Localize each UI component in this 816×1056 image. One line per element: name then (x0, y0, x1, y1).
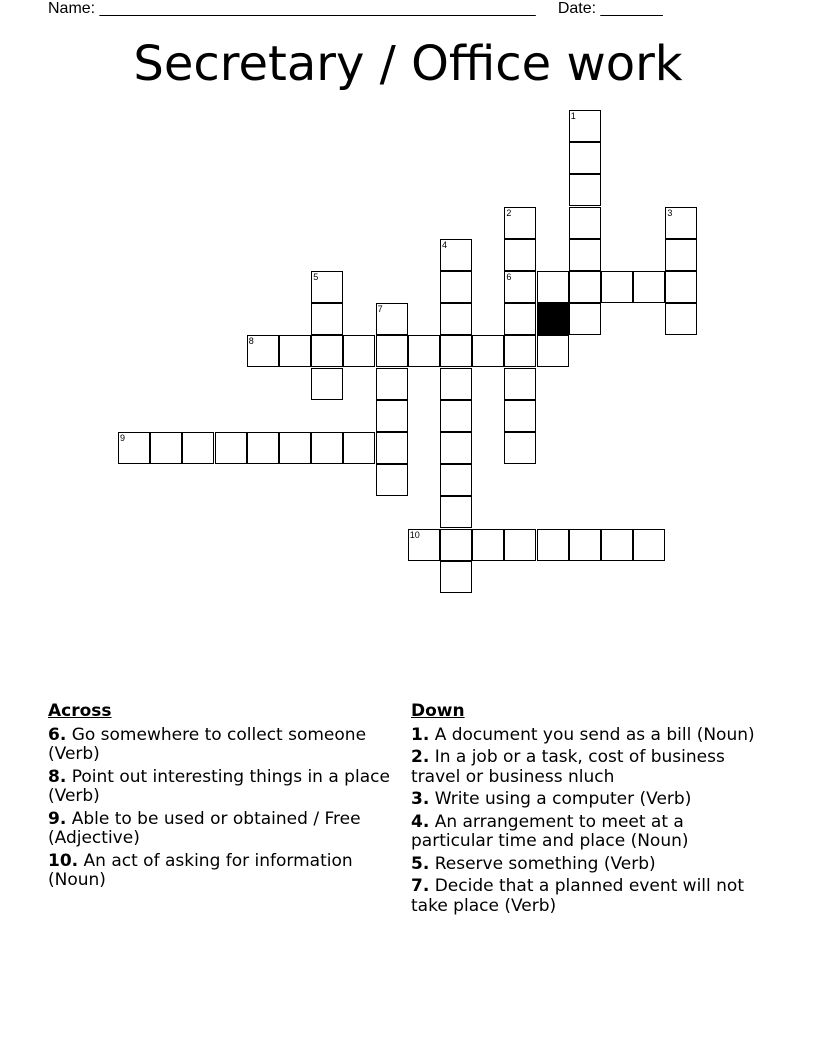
across-clue (48, 726, 393, 765)
grid-cell[interactable] (440, 271, 472, 303)
clue-text: Decide that a planned event will not take place (Verb) (411, 876, 744, 916)
down-heading: Down (411, 701, 465, 721)
grid-cell[interactable] (440, 529, 472, 561)
grid-cell[interactable] (504, 432, 536, 464)
clue-text: Able to be used or obtained / Free (Adjective) (48, 808, 361, 848)
clue-text: A document you send as a bill (Noun) (429, 724, 755, 745)
cell-number: 6 (506, 272, 512, 282)
grid-block-cell (537, 303, 569, 335)
grid-cell[interactable] (504, 368, 536, 400)
clue-number: 8. (48, 766, 67, 787)
down-clue (411, 790, 756, 810)
grid-cell[interactable] (376, 368, 408, 400)
grid-cell[interactable] (311, 432, 343, 464)
clue-number: 1. (411, 724, 430, 745)
grid-cell-numbered[interactable] (569, 110, 601, 142)
across-clue (48, 768, 393, 807)
down-clue (411, 877, 756, 916)
cell-number: 1 (570, 111, 576, 121)
grid-cell[interactable] (472, 335, 504, 367)
across-clue (48, 810, 393, 849)
cell-number: 9 (120, 433, 126, 443)
grid-cell[interactable] (537, 271, 569, 303)
grid-cell[interactable] (537, 529, 569, 561)
grid-cell[interactable] (440, 368, 472, 400)
cell-number: 7 (377, 304, 383, 315)
grid-cell[interactable] (601, 271, 633, 303)
grid-cell-numbered[interactable] (440, 239, 472, 271)
grid-cell[interactable] (408, 335, 440, 367)
grid-cell[interactable] (569, 142, 601, 174)
grid-cell[interactable] (537, 335, 569, 367)
grid-cell[interactable] (215, 432, 247, 464)
clue-text: An arrangement to meet at a particular time and place (Noun) (411, 811, 689, 851)
down-clue (411, 855, 756, 875)
cell-number: 5 (313, 272, 319, 282)
clue-number: 7. (411, 876, 430, 896)
grid-cell[interactable] (279, 432, 311, 464)
cell-number: 3 (667, 207, 673, 218)
across-clue (48, 852, 393, 891)
grid-cell-numbered[interactable] (376, 303, 408, 335)
down-clue (411, 748, 756, 787)
down-clues (411, 702, 756, 919)
clue-number: 6. (48, 724, 67, 745)
grid-cell[interactable] (440, 432, 472, 464)
clue-text: Go somewhere to collect someone (Verb) (48, 724, 367, 764)
clue-number: 4. (411, 811, 430, 832)
grid-cell-numbered[interactable] (665, 207, 697, 239)
grid-cell[interactable] (569, 271, 601, 303)
grid-cell[interactable] (440, 400, 472, 432)
clue-number: 3. (411, 789, 430, 809)
grid-cell-numbered[interactable] (311, 271, 343, 303)
grid-cell-numbered[interactable] (504, 207, 536, 239)
grid-cell[interactable] (569, 529, 601, 561)
cell-number: 10 (409, 529, 420, 540)
grid-cell[interactable] (665, 303, 697, 335)
across-heading: Across (48, 701, 112, 721)
grid-cell[interactable] (343, 432, 375, 464)
grid-cell-numbered[interactable] (408, 529, 440, 561)
clue-text: An act of asking for information (Noun) (48, 850, 353, 890)
grid-cell[interactable] (633, 271, 665, 303)
grid-cell[interactable] (279, 335, 311, 367)
grid-cell[interactable] (633, 529, 665, 561)
across-clues (48, 702, 393, 894)
grid-cell[interactable] (504, 303, 536, 335)
grid-cell[interactable] (182, 432, 214, 464)
cell-number: 8 (248, 336, 254, 347)
grid-cell[interactable] (440, 561, 472, 593)
grid-cell[interactable] (440, 496, 472, 528)
clue-number: 9. (48, 808, 67, 829)
grid-cell-numbered[interactable] (118, 432, 150, 464)
clue-number: 10. (48, 850, 79, 871)
cell-number: 4 (442, 239, 448, 250)
grid-cell[interactable] (569, 239, 601, 271)
cell-number: 2 (506, 207, 512, 218)
grid-cell[interactable] (150, 432, 182, 464)
grid-cell[interactable] (504, 400, 536, 432)
name-date-line: Name: _________________________________________________ Date: _______ (48, 0, 663, 17)
grid-cell[interactable] (569, 207, 601, 239)
grid-cell[interactable] (311, 303, 343, 335)
down-clue (411, 813, 756, 852)
grid-cell[interactable] (440, 464, 472, 496)
grid-cell-numbered[interactable] (247, 335, 279, 367)
grid-cell[interactable] (569, 174, 601, 206)
grid-cell[interactable] (376, 335, 408, 367)
grid-cell[interactable] (569, 303, 601, 335)
page-title: Secretary / Office work (133, 36, 683, 92)
clue-number: 5. (411, 853, 430, 874)
grid-cell[interactable] (504, 529, 536, 561)
grid-cell-numbered[interactable] (504, 271, 536, 303)
grid-cell[interactable] (440, 303, 472, 335)
grid-cell[interactable] (472, 529, 504, 561)
grid-cell[interactable] (376, 432, 408, 464)
grid-cell[interactable] (376, 464, 408, 496)
clue-text: Point out interesting things in a place (Verb) (48, 766, 390, 806)
grid-cell[interactable] (665, 239, 697, 271)
clue-text: Reserve something (Verb) (429, 853, 656, 874)
grid-cell[interactable] (601, 529, 633, 561)
grid-cell[interactable] (440, 335, 472, 367)
clue-number: 2. (411, 747, 430, 767)
grid-cell[interactable] (343, 335, 375, 367)
grid-cell[interactable] (376, 400, 408, 432)
grid-cell[interactable] (665, 271, 697, 303)
grid-cell[interactable] (504, 239, 536, 271)
clue-text: Write using a computer (Verb) (429, 789, 692, 809)
grid-cell[interactable] (311, 368, 343, 400)
down-clue (411, 726, 756, 746)
grid-cell[interactable] (247, 432, 279, 464)
grid-cell[interactable] (311, 335, 343, 367)
clue-text: In a job or a task, cost of business travel or business nluch (411, 747, 725, 787)
grid-cell[interactable] (504, 335, 536, 367)
